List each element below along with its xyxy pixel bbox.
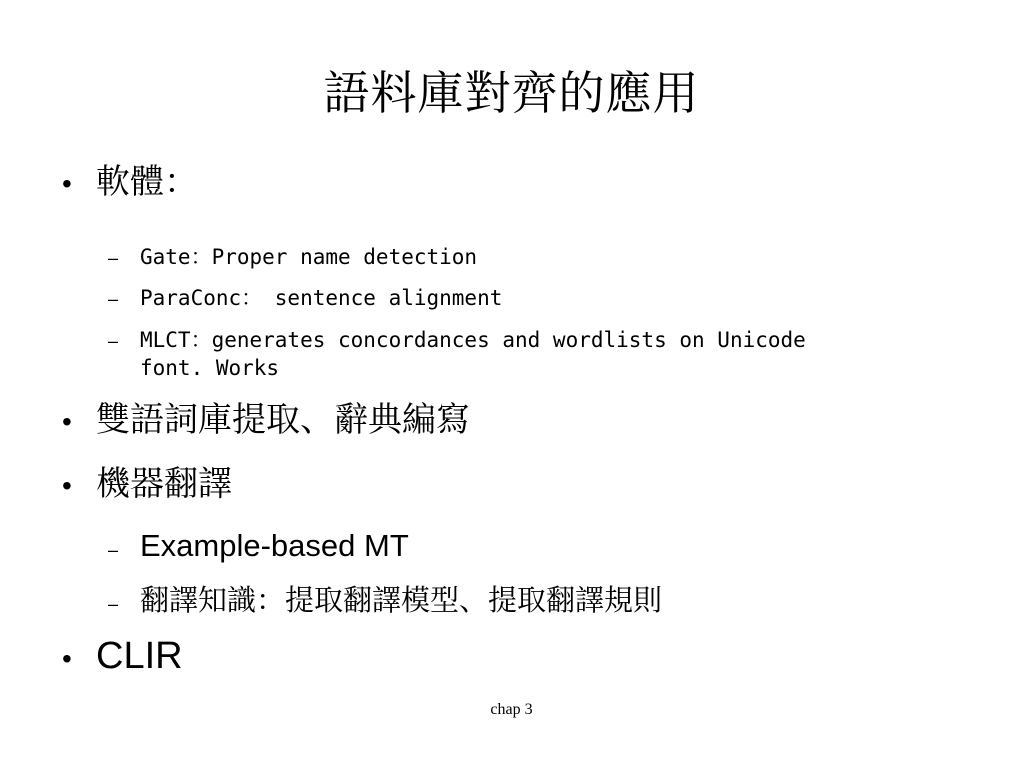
- bullet-text: 軟體：: [96, 162, 198, 202]
- bullet-item-software: [62, 160, 198, 206]
- bullet-item-bilingual-lexicon: [62, 398, 470, 444]
- subitem-mlct: [108, 327, 806, 382]
- bullet-icon: •: [62, 406, 72, 437]
- dash-icon: –: [108, 594, 119, 614]
- bullet-text: 雙語詞庫提取、辭典編寫: [96, 400, 470, 440]
- subitem-text: ParaConc： sentence alignment: [140, 286, 503, 310]
- subitem-gate: [108, 244, 477, 272]
- bullet-text: 機器翻譯: [96, 464, 232, 504]
- subitem-text: Example-based MT: [140, 528, 409, 563]
- subitem-text: MLCT：generates concordances and wordlists on Unicode: [140, 328, 806, 352]
- slide-title: 語料庫對齊的應用: [323, 66, 700, 120]
- bullet-icon: •: [62, 470, 72, 501]
- subitem-text: 翻譯知識：提取翻譯模型、提取翻譯規則: [140, 583, 663, 617]
- subitem-paraconc: [108, 285, 502, 313]
- dash-icon: –: [108, 540, 119, 560]
- bullet-item-clir: [62, 634, 183, 681]
- subitem-example-based-mt: [108, 526, 409, 570]
- bullet-icon: •: [62, 168, 72, 199]
- dash-icon: –: [108, 289, 119, 309]
- bullet-text: CLIR: [96, 635, 183, 677]
- subitem-text-continuation: font. Works: [140, 356, 280, 380]
- subitem-text: Gate：Proper name detection: [140, 245, 478, 269]
- slide-footer: chap 3: [490, 701, 533, 718]
- dash-icon: –: [108, 248, 119, 268]
- subitem-translation-knowledge: [108, 580, 662, 624]
- bullet-icon: •: [62, 643, 72, 674]
- bullet-item-machine-translation: [62, 462, 232, 508]
- dash-icon: –: [108, 331, 119, 351]
